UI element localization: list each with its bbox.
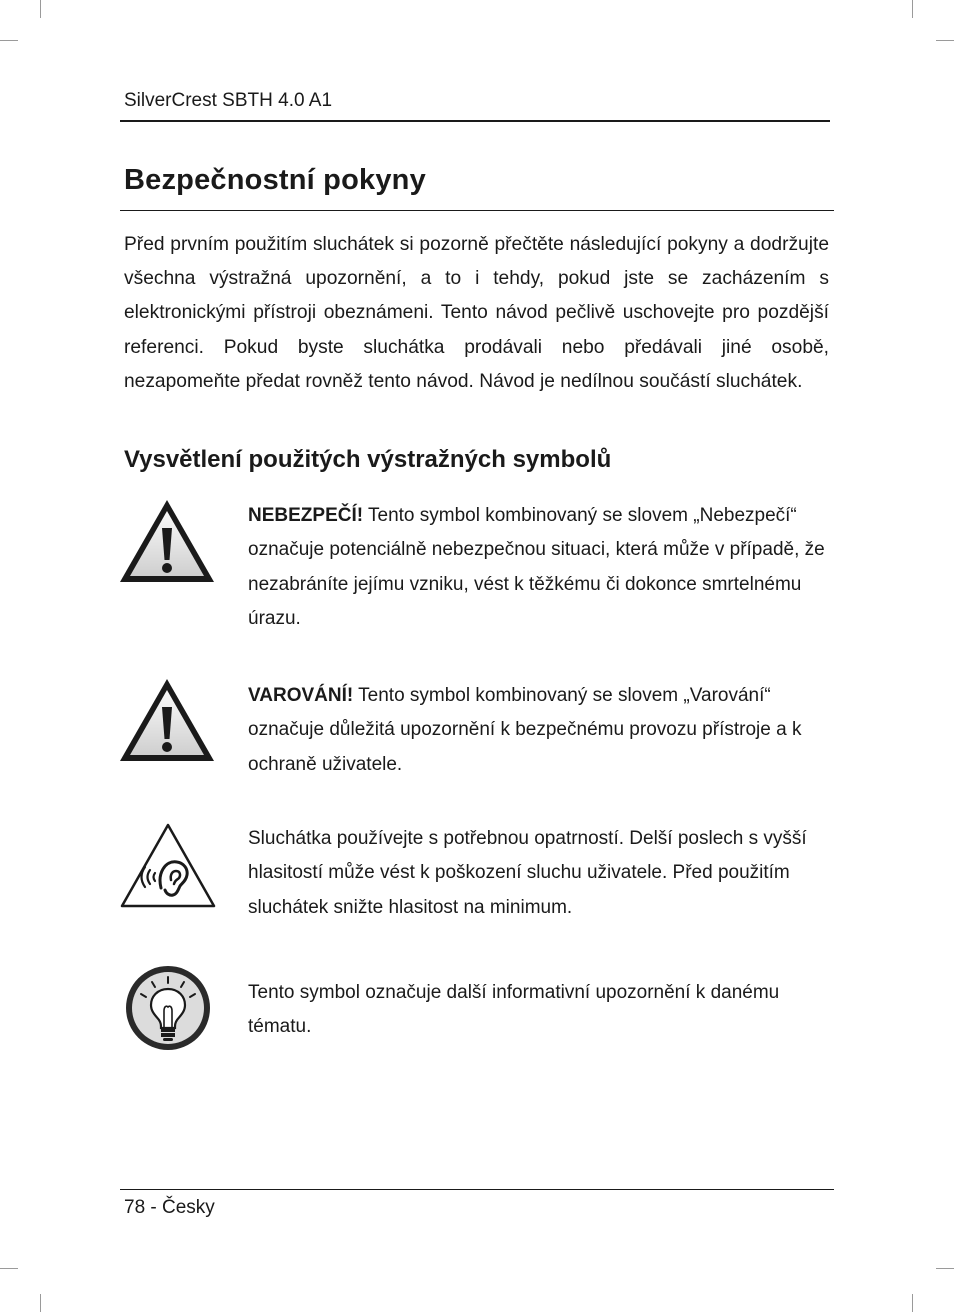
danger-label: NEBEZPEČÍ! [248, 505, 364, 526]
hearing-damage-warning-icon [119, 822, 217, 908]
running-header: SilverCrest SBTH 4.0 A1 [124, 90, 333, 111]
warning-label: VAROVÁNÍ! [248, 685, 354, 706]
page-number: 78 - Česky [124, 1197, 215, 1218]
intro-paragraph: Před prvním použitím sluchátek si pozorně přečtěte následující pokyny a dodržujte všechna výstražná upozornění, a to i tehdy, pokud jste se zacházením s elektronickými přístroji obeznámeni. Tento návod pečlivě uschovejte pro pozdější referenci. Pokud byste sluchátka prodávali nebo předávali jiné osobě, nezapomeňte předat rovněž tento návod. Návod je nedílnou součástí sluchátek. [124, 234, 829, 392]
warning-description: Tento symbol kombinovaný se slovem „Varování“ označuje důležitá upozornění k bezpečnému provozu přístroje a k ochraně uživatele. [248, 685, 802, 775]
crop-mark [936, 40, 954, 41]
warning-triangle-icon [118, 677, 216, 763]
danger-symbol-text [248, 499, 833, 637]
page-title: Bezpečnostní pokyny [124, 164, 426, 196]
footer-rule [120, 1189, 834, 1190]
warning-symbol-text [248, 679, 833, 782]
header-rule [120, 120, 830, 122]
lightbulb-info-icon [124, 963, 212, 1053]
crop-mark [40, 1294, 41, 1312]
hearing-symbol-text: Sluchátka používejte s potřebnou opatrností. Delší poslech s vyšší hlasitostí může vést k poškození sluchu uživatele. Před použitím sluchátek snižte hlasitost na minimum. [248, 828, 807, 918]
crop-mark [0, 40, 18, 41]
danger-description: Tento symbol kombinovaný se slovem „Nebezpečí“ označuje potenciálně nebezpečnou situaci, která může v případě, že nezabráníte jejímu vzniku, vést k těžkému či dokonce smrtelnému úrazu. [248, 505, 825, 630]
crop-mark [936, 1268, 954, 1269]
section-title: Vysvětlení použitých výstražných symbolů [124, 446, 612, 473]
danger-warning-triangle-icon [118, 498, 216, 584]
info-symbol-text: Tento symbol označuje další informativní upozornění k danému tématu. [248, 982, 780, 1038]
crop-mark [912, 0, 913, 18]
crop-mark [0, 1268, 18, 1269]
crop-mark [912, 1294, 913, 1312]
title-rule [120, 210, 834, 211]
crop-mark [40, 0, 41, 18]
